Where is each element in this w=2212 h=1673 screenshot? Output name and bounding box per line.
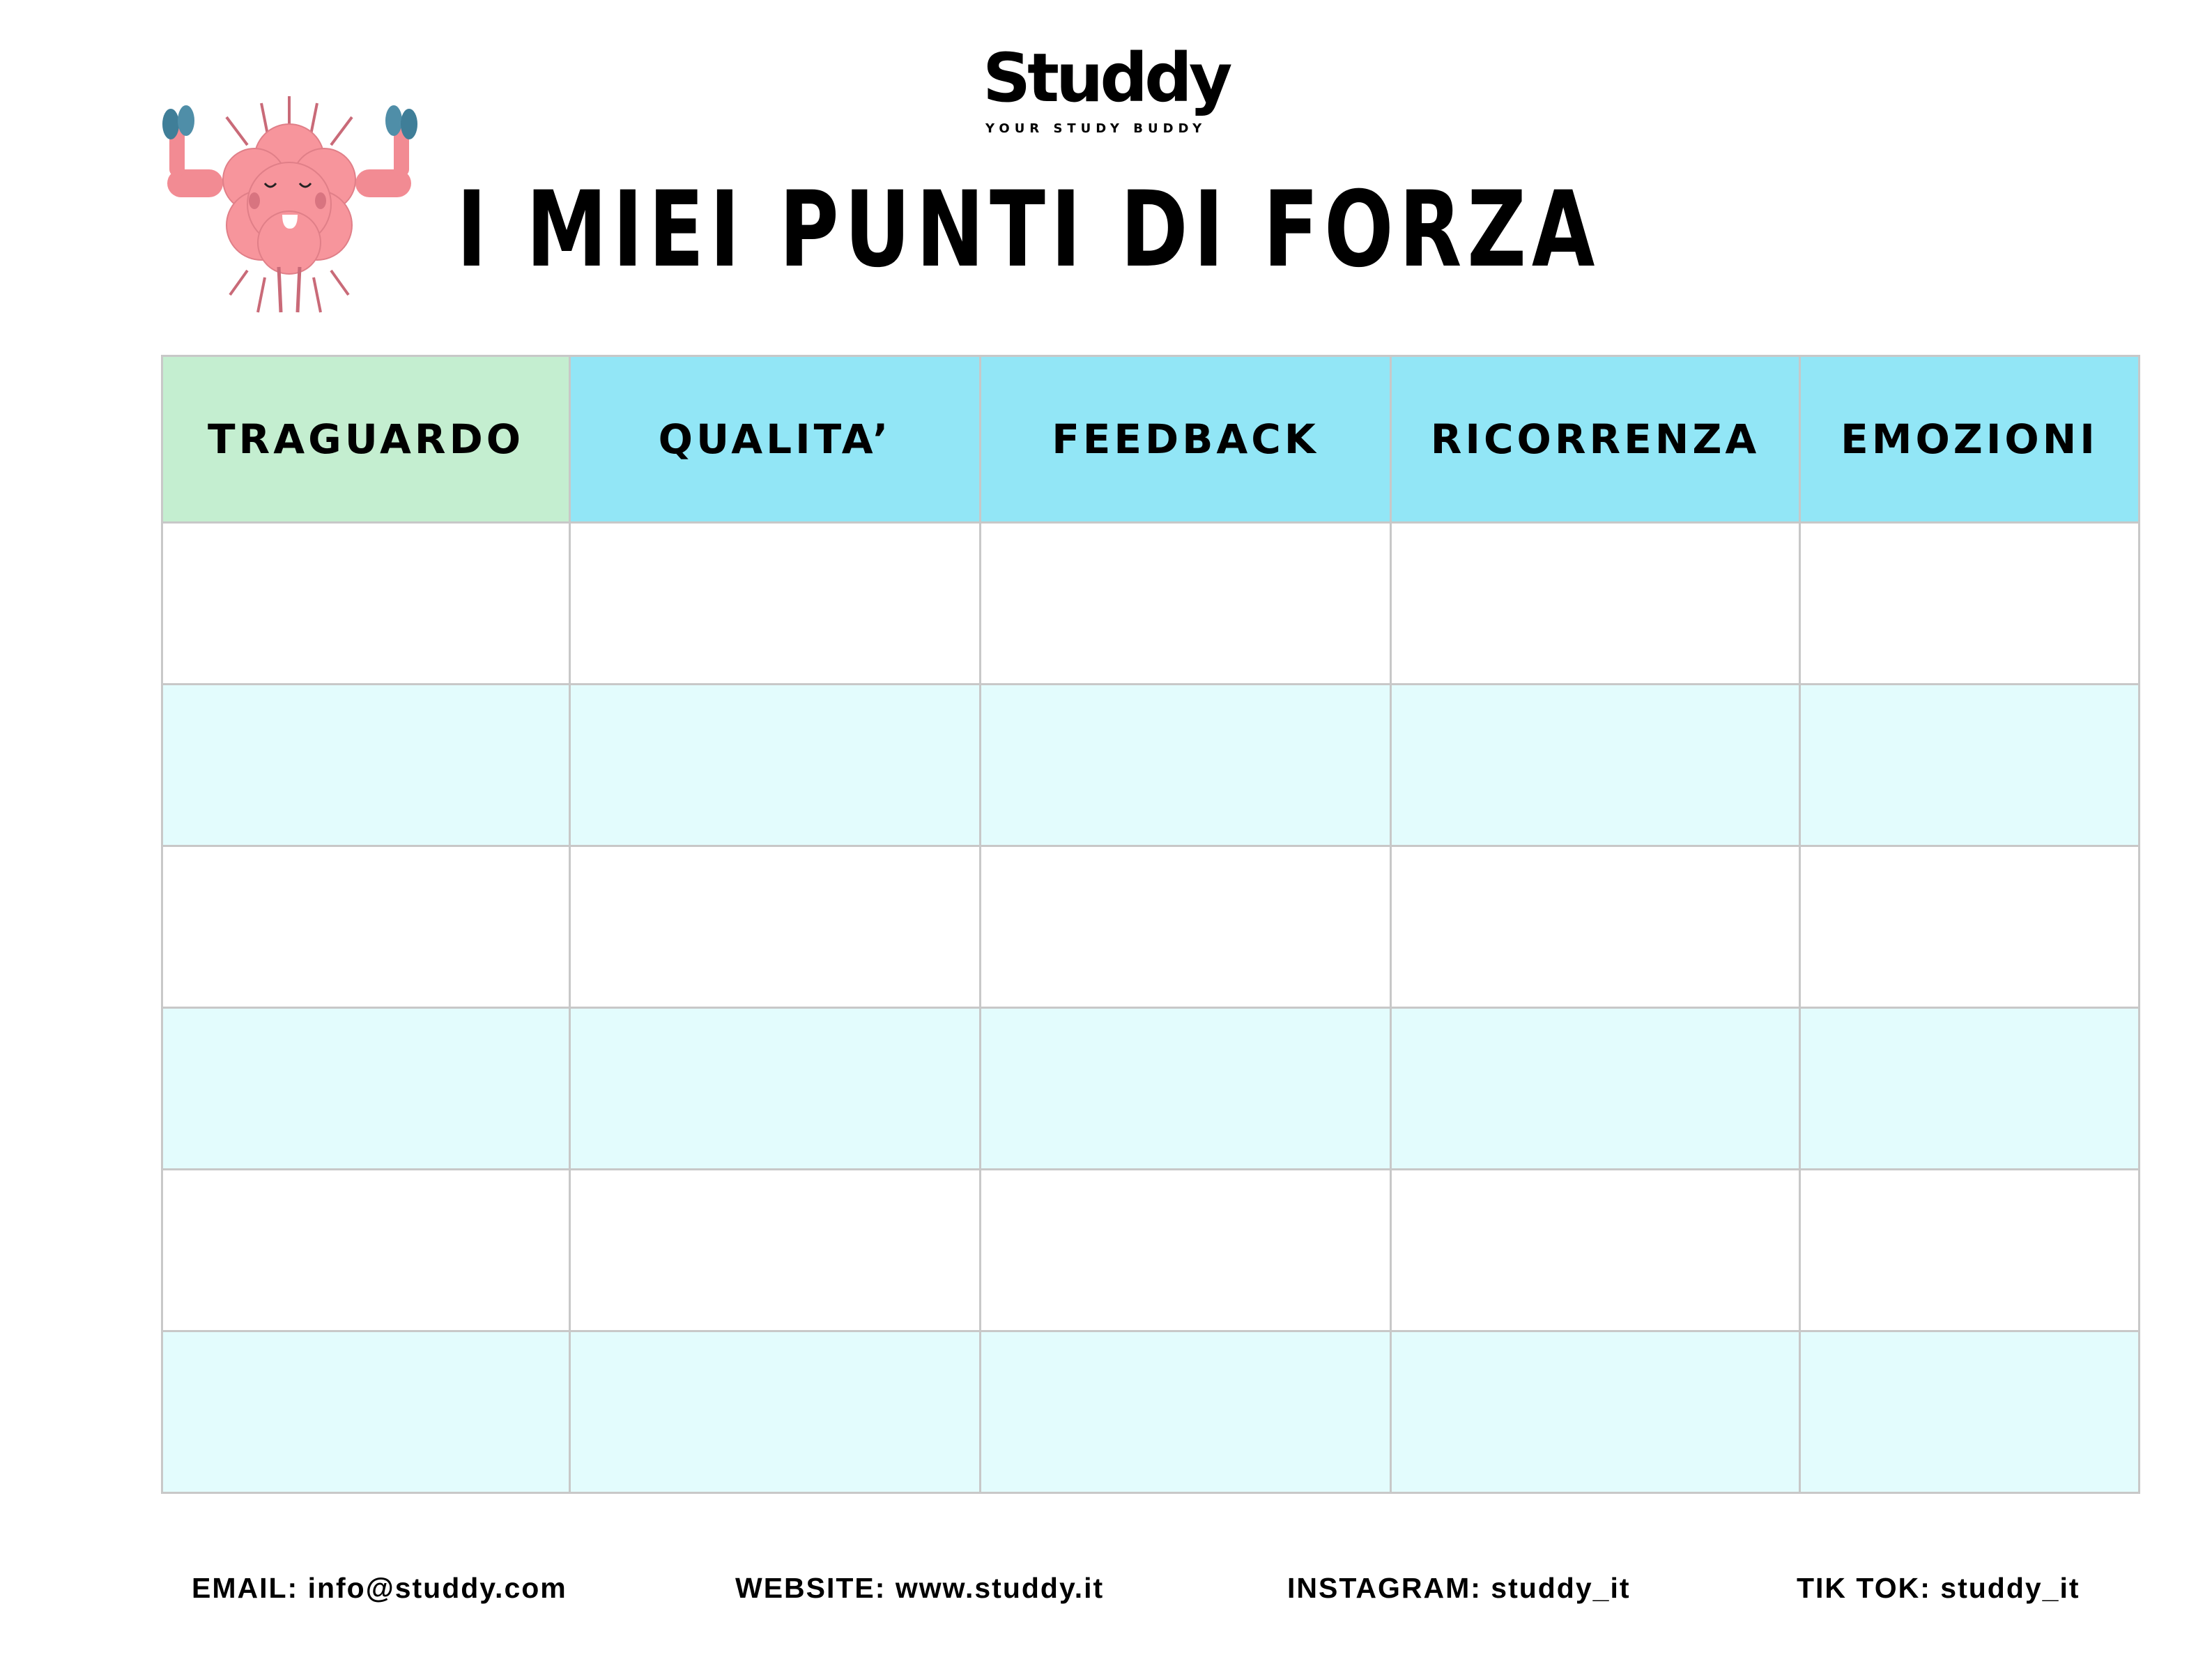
table-cell[interactable]	[162, 1008, 570, 1170]
table-cell[interactable]	[1391, 1331, 1800, 1493]
table-cell[interactable]	[1391, 846, 1800, 1008]
header-qualita: QUALITA’	[570, 356, 981, 523]
footer-email: EMAIL: info@studdy.com	[192, 1572, 567, 1604]
footer-tiktok: TIK TOK: studdy_it	[1797, 1572, 2080, 1604]
table-cell[interactable]	[981, 1170, 1391, 1331]
studdy-logo	[983, 39, 1275, 148]
table-cell[interactable]	[1391, 685, 1800, 846]
table-cell[interactable]	[1800, 1170, 2140, 1331]
table-cell[interactable]	[981, 1331, 1391, 1493]
table-cell[interactable]	[1391, 1170, 1800, 1331]
table-cell[interactable]	[162, 1170, 570, 1331]
table-cell[interactable]	[1800, 846, 2140, 1008]
muscular-brain-mascot-icon	[157, 93, 422, 316]
table-cell[interactable]	[1800, 1331, 2140, 1493]
table-row	[162, 1008, 2140, 1170]
table-row	[162, 1170, 2140, 1331]
table-cell[interactable]	[1391, 1008, 1800, 1170]
table-cell[interactable]	[162, 846, 570, 1008]
logo-tagline: YOUR STUDY BUDDY	[985, 121, 1207, 136]
footer-website: WEBSITE: www.studdy.it	[735, 1572, 1105, 1604]
page-title: I MIEI PUNTI DI FORZA	[456, 169, 1601, 291]
table-cell[interactable]	[981, 846, 1391, 1008]
footer-instagram: INSTAGRAM: studdy_it	[1287, 1572, 1631, 1604]
header-ricorrenza: RICORRENZA	[1391, 356, 1800, 523]
table-cell[interactable]	[162, 1331, 570, 1493]
table-cell[interactable]	[1391, 523, 1800, 685]
table-cell[interactable]	[1800, 523, 2140, 685]
table-cell[interactable]	[570, 1170, 981, 1331]
table-row	[162, 846, 2140, 1008]
table-row	[162, 1331, 2140, 1493]
table-row	[162, 523, 2140, 685]
table-cell[interactable]	[162, 523, 570, 685]
table-cell[interactable]	[981, 685, 1391, 846]
strengths-table	[161, 355, 2140, 1494]
table-cell[interactable]	[981, 1008, 1391, 1170]
header-feedback: FEEDBACK	[981, 356, 1391, 523]
logo-wordmark: Studdy	[983, 39, 1229, 117]
table-cell[interactable]	[981, 523, 1391, 685]
table-cell[interactable]	[570, 685, 981, 846]
table-cell[interactable]	[570, 1331, 981, 1493]
header-row	[162, 356, 2140, 523]
table-cell[interactable]	[162, 685, 570, 846]
header-emozioni: EMOZIONI	[1800, 356, 2140, 523]
table-cell[interactable]	[1800, 685, 2140, 846]
table-cell[interactable]	[570, 846, 981, 1008]
table-cell[interactable]	[1800, 1008, 2140, 1170]
table-cell[interactable]	[570, 1008, 981, 1170]
table-cell[interactable]	[570, 523, 981, 685]
header-traguardo: TRAGUARDO	[162, 356, 570, 523]
table-row	[162, 685, 2140, 846]
